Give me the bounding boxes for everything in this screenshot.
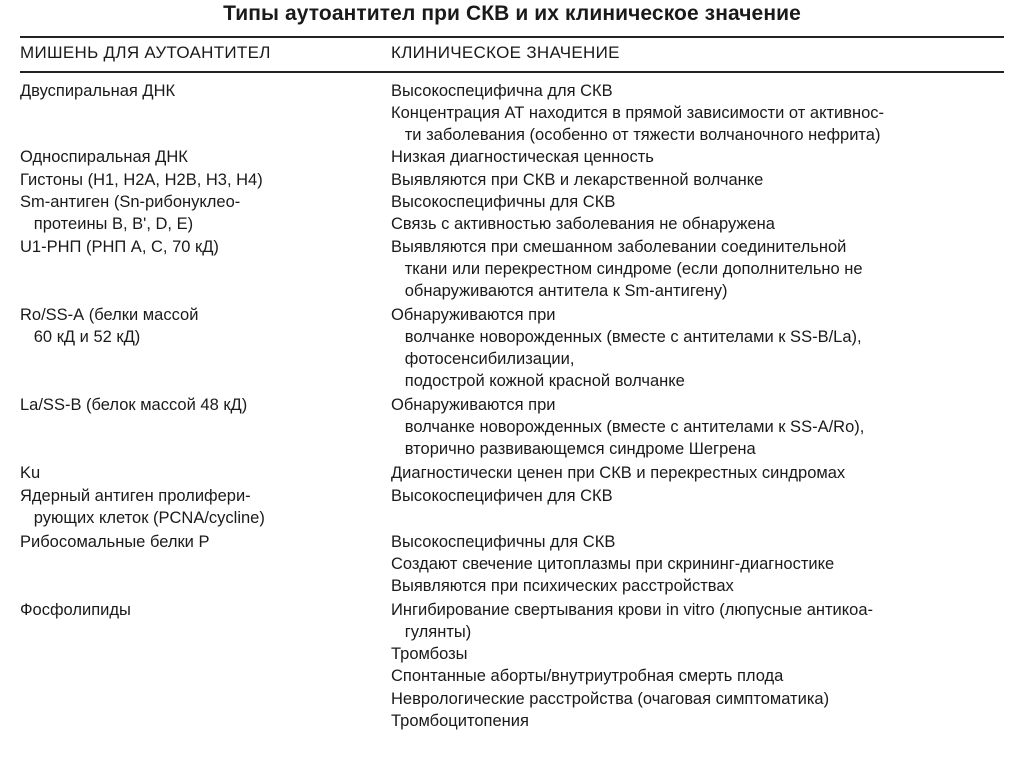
significance-line: Диагностически ценен при СКВ и перекрестных синдромах	[391, 464, 846, 482]
significance-line: Тромбозы	[391, 645, 468, 663]
significance-line: Связь с активностью заболевания не обнаружена	[391, 215, 775, 233]
significance-line: подострой кожной красной волчанке	[391, 372, 685, 390]
header-rule	[20, 71, 1004, 73]
significance-line: Высокоспецифичны для СКВ	[391, 193, 616, 211]
significance-line: ти заболевания (особенно от тяжести волчаночного нефрита)	[391, 126, 881, 144]
significance-line: вторично развивающемся синдроме Шегрена	[391, 440, 756, 458]
significance-line: Спонтанные аборты/внутриутробная смерть плода	[391, 667, 784, 685]
top-rule	[20, 36, 1004, 38]
significance-line: Неврологические расстройства (очаговая симптоматика)	[391, 690, 830, 708]
target-cell: Односпиральная ДНК	[20, 148, 188, 166]
target-cell: Двуспиральная ДНК	[20, 82, 176, 100]
significance-line: Выявляются при психических расстройствах	[391, 577, 734, 595]
target-cell: Ro/SS-А (белки массой	[20, 306, 199, 324]
significance-line: Обнаруживаются при	[391, 306, 556, 324]
significance-line: Высокоспецифичны для СКВ	[391, 533, 616, 551]
significance-line: Высокоспецифичен для СКВ	[391, 487, 613, 505]
significance-line: гулянты)	[391, 623, 472, 641]
target-cell: Фосфолипиды	[20, 601, 131, 619]
significance-line: Тромбоцитопения	[391, 712, 529, 730]
header-target: МИШЕНЬ ДЛЯ АУТОАНТИТЕЛ	[20, 43, 271, 62]
target-cell: рующих клеток (PCNA/cycline)	[20, 509, 265, 527]
significance-line: фотосенсибилизации,	[391, 350, 575, 368]
target-cell: La/SS-B (белок массой 48 кД)	[20, 396, 248, 414]
target-cell: 60 кД и 52 кД)	[20, 328, 141, 346]
target-cell: протеины В, В', D, Е)	[20, 215, 194, 233]
significance-line: волчанке новорожденных (вместе с антителами к SS-A/Ro),	[391, 418, 865, 436]
target-cell: Гистоны (Н1, Н2А, Н2В, Н3, Н4)	[20, 171, 263, 189]
significance-line: Обнаруживаются при	[391, 396, 556, 414]
significance-line: Низкая диагностическая ценность	[391, 148, 654, 166]
significance-line: Создают свечение цитоплазмы при скрининг-диагностике	[391, 555, 835, 573]
target-cell: Sm-антиген (Sn-рибонуклео-	[20, 193, 241, 211]
target-cell: U1-РНП (РНП А, С, 70 кД)	[20, 238, 219, 256]
target-cell: Рибосомальные белки Р	[20, 533, 210, 551]
page-title: Типы аутоантител при СКВ и их клиническое значение	[223, 2, 801, 25]
significance-line: Выявляются при смешанном заболевании соединительной	[391, 238, 847, 256]
significance-line: ткани или перекрестном синдроме (если дополнительно не	[391, 260, 863, 278]
significance-line: Выявляются при СКВ и лекарственной волчанке	[391, 171, 764, 189]
target-cell: Ku	[20, 464, 41, 482]
header-significance: КЛИНИЧЕСКОЕ ЗНАЧЕНИЕ	[391, 43, 620, 62]
significance-line: Высокоспецифична для СКВ	[391, 82, 613, 100]
significance-line: Концентрация АТ находится в прямой зависимости от активнос-	[391, 104, 885, 122]
target-cell: Ядерный антиген пролифери-	[20, 487, 251, 505]
significance-line: обнаруживаются антитела к Sm-антигену)	[391, 282, 728, 300]
significance-line: Ингибирование свертывания крови in vitro (люпусные антикоа-	[391, 601, 874, 619]
significance-line: волчанке новорожденных (вместе с антителами к SS-B/La),	[391, 328, 862, 346]
